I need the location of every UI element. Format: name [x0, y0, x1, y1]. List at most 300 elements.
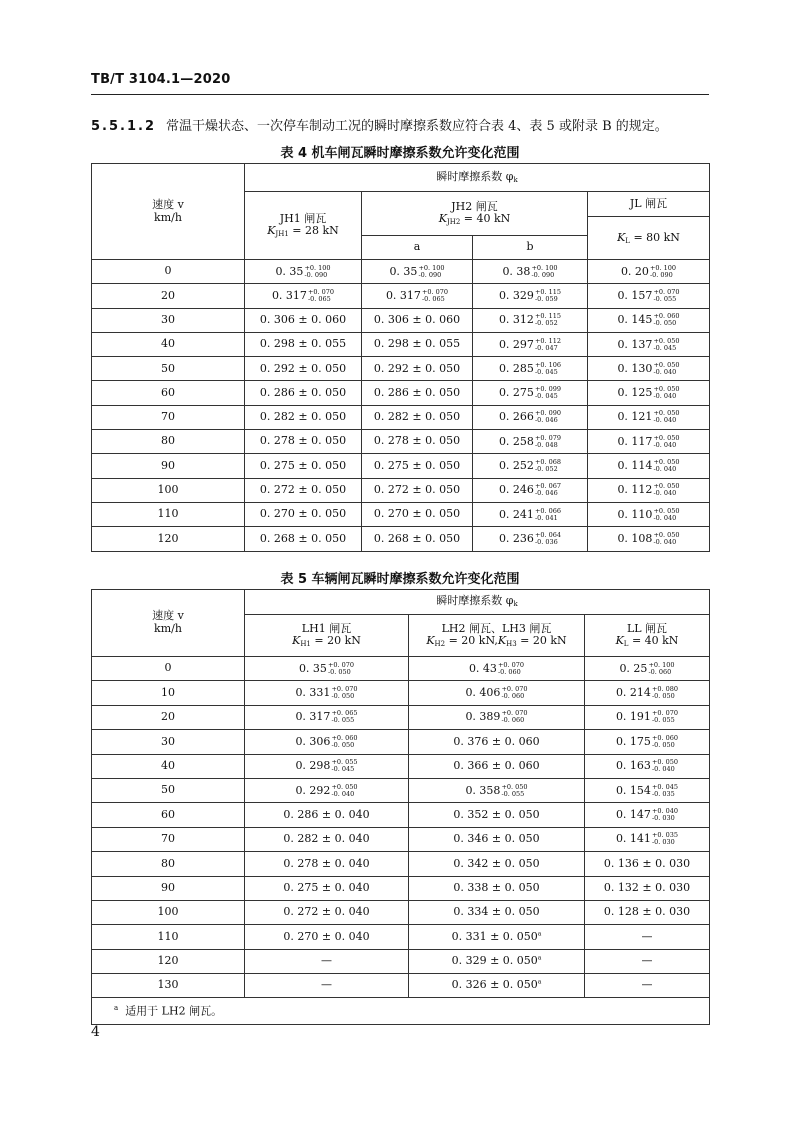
tolerance-upper: +0. 064 [534, 530, 562, 539]
tolerance-upper: +0. 080 [651, 685, 679, 694]
tolerance [652, 686, 678, 700]
cell-value: 0. 282 ± 0. 040 [283, 832, 370, 846]
tolerance [331, 710, 357, 724]
cell-value: 0. 298 [295, 759, 331, 773]
cell-value: 0. 38 [502, 264, 531, 278]
coef-cell [245, 527, 362, 551]
tolerance [650, 265, 676, 279]
table4-jh2-a-header: a [362, 236, 473, 260]
cell-value: 0. 298 ± 0. 055 [373, 337, 461, 351]
coef-cell [585, 949, 710, 973]
tolerance-lower: -0. 065 [307, 294, 331, 303]
coef-cell [362, 332, 473, 356]
cell-value: 0. 282 ± 0. 050 [373, 410, 461, 424]
cell-value: 0. 132 ± 0. 030 [603, 880, 691, 894]
coef-cell [473, 502, 588, 526]
tolerance-lower: -0. 050 [331, 692, 355, 701]
cell-value: 0. 292 ± 0. 050 [373, 361, 461, 375]
coef-cell [585, 900, 710, 924]
tolerance [652, 735, 678, 749]
coef-cell [409, 949, 585, 973]
table4-speed-header: 速度 v km/h [92, 164, 245, 260]
coef-cell [362, 478, 473, 502]
cell-value: 0. 175 [615, 734, 651, 748]
cell-value: 0. 112 [617, 483, 653, 497]
tolerance-lower: -0. 030 [651, 814, 675, 823]
cell-value: 0. 331 [295, 686, 331, 700]
cell-value: 0. 136 ± 0. 030 [603, 856, 691, 870]
cell-value: 0. 286 ± 0. 050 [373, 385, 461, 399]
speed-cell: 100 [92, 478, 245, 502]
table-row [92, 876, 710, 900]
cell-value: 0. 121 [617, 410, 653, 424]
tolerance-upper: +0. 050 [653, 530, 680, 539]
tolerance-upper: +0. 050 [653, 385, 680, 394]
cell-value: 0. 108 [617, 531, 653, 545]
coef-cell [585, 657, 710, 681]
table5-lh1-header: LH1 闸瓦 $K_{H1} = 20$ kN [245, 615, 409, 657]
tolerance [653, 289, 679, 303]
coef-cell [245, 876, 409, 900]
tolerance [535, 459, 561, 473]
coef-cell [245, 405, 362, 429]
tolerance [328, 662, 354, 676]
tolerance-upper: +0. 050 [653, 482, 680, 491]
coef-cell [245, 284, 362, 308]
table4 [91, 163, 710, 552]
table-row [92, 778, 710, 802]
cell-value: 0. 191 [615, 710, 651, 724]
tolerance-lower: -0. 040 [653, 513, 677, 522]
cell-value: 0. 272 ± 0. 050 [259, 483, 347, 496]
coef-cell [473, 381, 588, 405]
tolerance-upper: +0. 100 [648, 660, 675, 669]
tolerance-upper: +0. 066 [534, 506, 562, 515]
tolerance [308, 289, 334, 303]
table-row [92, 803, 710, 827]
table-row [92, 454, 710, 478]
coef-cell [245, 754, 409, 778]
tolerance-upper: +0. 070 [307, 287, 335, 296]
coef-cell [245, 430, 362, 454]
tolerance [653, 532, 679, 546]
cell-value: 0. 25 [619, 661, 648, 675]
cell-value: 0. 236 [498, 531, 534, 545]
tolerance-upper: +0. 115 [534, 287, 562, 296]
tolerance-lower: -0. 090 [304, 270, 328, 279]
coef-cell [362, 527, 473, 551]
coef-cell [588, 430, 710, 454]
coef-cell [473, 527, 588, 551]
tolerance-upper: +0. 050 [653, 506, 680, 515]
tolerance-lower: -0. 060 [648, 667, 672, 676]
tolerance-lower: -0. 090 [531, 270, 555, 279]
cell-value: 0. 297 [498, 337, 534, 351]
speed-cell: 110 [92, 925, 245, 949]
coef-cell [245, 454, 362, 478]
tolerance-upper: +0. 070 [331, 685, 358, 694]
tolerance-lower: -0. 045 [653, 343, 677, 352]
speed-cell: 80 [92, 430, 245, 454]
coef-cell [473, 478, 588, 502]
coef-cell [245, 949, 409, 973]
standard-id: TB/T 3104.1—2020 [91, 72, 231, 87]
tolerance-lower: -0. 050 [327, 667, 351, 676]
footnote-ref: a [537, 978, 542, 986]
cell-value: 0. 20 [620, 264, 649, 278]
table-row [92, 430, 710, 454]
tolerance-lower: -0. 055 [501, 789, 525, 798]
tolerance [648, 662, 674, 676]
tolerance-lower: -0. 030 [651, 838, 675, 847]
tolerance-lower: -0. 040 [653, 392, 677, 401]
tolerance-lower: -0. 040 [653, 416, 677, 425]
cell-value: 0. 43 [468, 661, 497, 675]
coef-cell [585, 705, 710, 729]
coef-cell [473, 454, 588, 478]
tolerance-upper: +0. 100 [304, 263, 331, 272]
cell-value: 0. 145 [617, 313, 653, 327]
table-row [92, 754, 710, 778]
table-row [92, 705, 710, 729]
tolerance-lower: -0. 052 [534, 319, 558, 328]
cell-value: — [641, 929, 653, 943]
cell-value: 0. 406 [465, 686, 501, 700]
tolerance-upper: +0. 050 [653, 458, 680, 467]
cell-value: 0. 35 [298, 661, 327, 675]
tolerance [535, 362, 561, 376]
tolerance-upper: +0. 065 [331, 709, 358, 718]
tolerance-lower: -0. 040 [331, 789, 355, 798]
tolerance [418, 265, 444, 279]
coef-cell [585, 778, 710, 802]
coef-cell [588, 502, 710, 526]
cell-value: 0. 317 [295, 710, 331, 724]
tolerance-lower: -0. 050 [651, 740, 675, 749]
cell-value: — [641, 954, 653, 968]
tolerance-upper: +0. 070 [653, 287, 680, 296]
tolerance [535, 483, 561, 497]
coef-cell [409, 681, 585, 705]
coef-cell [585, 681, 710, 705]
tolerance [653, 386, 679, 400]
coef-cell [588, 332, 710, 356]
coef-cell [473, 308, 588, 332]
tolerance-lower: -0. 045 [534, 392, 558, 401]
tolerance [304, 265, 330, 279]
coef-cell [245, 974, 409, 998]
coef-cell [409, 974, 585, 998]
coef-cell [245, 478, 362, 502]
tolerance-lower: -0. 045 [534, 367, 558, 376]
tolerance [422, 289, 448, 303]
tolerance-lower: -0. 065 [421, 294, 445, 303]
tolerance-upper: +0. 070 [497, 660, 525, 669]
cell-value: 0. 275 [498, 386, 534, 400]
table-row [92, 900, 710, 924]
coef-cell [409, 803, 585, 827]
tolerance-upper: +0. 100 [649, 263, 677, 272]
cell-value: 0. 286 ± 0. 050 [259, 385, 347, 399]
tolerance-upper: +0. 040 [651, 807, 679, 816]
cell-value: 0. 110 [617, 507, 653, 521]
clause-5-5-1-2 [91, 115, 668, 134]
coef-cell [409, 730, 585, 754]
cell-value: 0. 329 ± 0. 050 [451, 954, 538, 968]
coef-cell [409, 657, 585, 681]
cell-value: 0. 268 ± 0. 050 [373, 531, 461, 545]
coef-cell [245, 657, 409, 681]
tolerance [331, 759, 357, 773]
cell-value: 0. 358 [465, 783, 501, 797]
coef-cell [245, 705, 409, 729]
tolerance-upper: +0. 050 [653, 360, 680, 369]
tolerance-lower: -0. 035 [651, 789, 675, 798]
speed-cell: 10 [92, 681, 245, 705]
tolerance [535, 410, 561, 424]
tolerance-upper: +0. 060 [651, 733, 679, 742]
tolerance [652, 710, 678, 724]
table4-caption: 表 4 机车闸瓦瞬时摩擦系数允许变化范围 [280, 146, 520, 161]
tolerance-upper: +0. 068 [534, 458, 562, 467]
speed-cell: 60 [92, 381, 245, 405]
speed-cell: 30 [92, 308, 245, 332]
table-row [92, 925, 710, 949]
coef-cell [362, 381, 473, 405]
table4-jh1-header: JH1 闸瓦 $K_{JH1} = 28$ kN [245, 192, 362, 260]
coef-cell [245, 852, 409, 876]
tolerance-upper: +0. 070 [327, 660, 355, 669]
tolerance [535, 508, 561, 522]
tolerance-lower: -0. 052 [534, 465, 558, 474]
tolerance-lower: -0. 036 [534, 537, 558, 546]
table-row [92, 405, 710, 429]
coef-cell [362, 260, 473, 284]
tolerance-upper: +0. 050 [501, 782, 528, 791]
table-row [92, 681, 710, 705]
speed-cell: 20 [92, 705, 245, 729]
coef-cell [585, 925, 710, 949]
speed-cell: 120 [92, 527, 245, 551]
clause-text: 常温干燥状态、一次停车制动工况的瞬时摩擦系数应符合表 4、表 5 或附录 B 的规定。 [166, 119, 668, 134]
cell-value: — [321, 978, 332, 992]
tolerance [535, 435, 561, 449]
footnote-ref: a [537, 954, 542, 962]
coef-cell [409, 852, 585, 876]
tolerance-upper: +0. 100 [531, 263, 558, 272]
coef-cell [473, 357, 588, 381]
tolerance-lower: -0. 055 [331, 716, 355, 725]
cell-value: 0. 282 ± 0. 050 [259, 410, 347, 424]
cell-value: 0. 246 [498, 483, 534, 497]
coef-cell [588, 478, 710, 502]
cell-value: 0. 342 ± 0. 050 [453, 856, 540, 870]
tolerance [331, 784, 357, 798]
coef-cell [473, 284, 588, 308]
table4-jl-header: JL 闸瓦 $K_L = 80$ kN [588, 192, 710, 260]
speed-cell: 30 [92, 730, 245, 754]
speed-cell: 100 [92, 900, 245, 924]
table-row [92, 827, 710, 851]
tolerance [653, 410, 679, 424]
tolerance-upper: +0. 055 [331, 758, 358, 767]
tolerance-lower: -0. 040 [653, 465, 677, 474]
tolerance-lower: -0. 050 [331, 740, 355, 749]
cell-value: 0. 258 [498, 434, 534, 448]
footnote-ref: a [537, 930, 542, 938]
speed-cell: 120 [92, 949, 245, 973]
cell-value: 0. 272 ± 0. 050 [373, 483, 461, 496]
speed-cell: 60 [92, 803, 245, 827]
tolerance-lower: -0. 048 [534, 440, 558, 449]
cell-value: 0. 306 [295, 734, 331, 748]
table5-lh23-header: LH2 闸瓦、LH3 闸瓦 $K_{H2} = 20$ $kN,K_{H3} = 20$ kN [409, 615, 585, 657]
tolerance-lower: -0. 045 [331, 765, 355, 774]
speed-cell: 0 [92, 260, 245, 284]
cell-value: — [641, 978, 653, 992]
tolerance [535, 338, 561, 352]
tolerance [653, 362, 679, 376]
cell-value: 0. 157 [617, 288, 653, 302]
table5 [91, 589, 710, 1025]
coef-cell [362, 308, 473, 332]
cell-value: 0. 285 [498, 361, 534, 375]
table-row [92, 357, 710, 381]
table-row [92, 949, 710, 973]
tolerance-upper: +0. 045 [651, 782, 679, 791]
coef-cell [588, 454, 710, 478]
coef-cell [585, 730, 710, 754]
cell-value: 0. 266 [498, 410, 534, 424]
tolerance [535, 532, 561, 546]
tolerance-upper: +0. 070 [501, 709, 528, 718]
cell-value: 0. 306 ± 0. 060 [259, 312, 347, 326]
speed-cell: 40 [92, 332, 245, 356]
coef-cell [245, 900, 409, 924]
cell-value: 0. 286 ± 0. 040 [283, 807, 370, 821]
coef-cell [362, 405, 473, 429]
tolerance-upper: +0. 050 [653, 409, 680, 418]
cell-value: 0. 130 [617, 361, 653, 375]
tolerance-lower: -0. 090 [649, 270, 673, 279]
cell-value: 0. 292 [295, 783, 331, 797]
coef-cell [245, 332, 362, 356]
table-row [92, 852, 710, 876]
table-row [92, 284, 710, 308]
tolerance-lower: -0. 046 [534, 489, 558, 498]
coef-cell [588, 284, 710, 308]
tolerance [652, 784, 678, 798]
coef-cell [473, 260, 588, 284]
tolerance-lower: -0. 040 [653, 440, 677, 449]
cell-value: 0. 270 ± 0. 040 [283, 929, 370, 943]
tolerance-lower: -0. 047 [534, 343, 558, 352]
speed-cell: 20 [92, 284, 245, 308]
coef-cell [245, 681, 409, 705]
cell-value: 0. 141 [615, 832, 651, 846]
coef-cell [245, 778, 409, 802]
cell-value: 0. 128 ± 0. 030 [603, 905, 691, 919]
coef-cell [585, 852, 710, 876]
table-row [92, 332, 710, 356]
tolerance [652, 759, 678, 773]
tolerance-upper: +0. 035 [651, 831, 679, 840]
cell-value: 0. 241 [498, 507, 534, 521]
tolerance-lower: -0. 040 [653, 489, 677, 498]
speed-cell: 0 [92, 657, 245, 681]
tolerance-lower: -0. 050 [651, 692, 675, 701]
cell-value: 0. 366 ± 0. 060 [453, 758, 540, 772]
tolerance-lower: -0. 060 [501, 716, 525, 725]
coef-cell [245, 730, 409, 754]
coef-cell [245, 827, 409, 851]
coef-cell [362, 430, 473, 454]
coef-cell [588, 527, 710, 551]
cell-value: 0. 331 ± 0. 050 [451, 929, 538, 943]
table5-caption: 表 5 车辆闸瓦瞬时摩擦系数允许变化范围 [280, 572, 520, 587]
coef-cell [585, 754, 710, 778]
tolerance-upper: +0. 060 [331, 733, 358, 742]
tolerance-upper: +0. 079 [534, 433, 562, 442]
cell-value: 0. 317 [385, 288, 421, 302]
table5-group-header: 瞬时摩擦系数 $\varphi_k$ [245, 590, 710, 615]
speed-cell: 80 [92, 852, 245, 876]
tolerance-upper: +0. 106 [534, 360, 562, 369]
coef-cell [585, 974, 710, 998]
tolerance [331, 686, 357, 700]
speed-cell: 110 [92, 502, 245, 526]
coef-cell [245, 803, 409, 827]
speed-cell: 70 [92, 827, 245, 851]
cell-value: 0. 334 ± 0. 050 [453, 905, 540, 919]
coef-cell [245, 260, 362, 284]
coef-cell [362, 502, 473, 526]
coef-cell [585, 827, 710, 851]
table-row [92, 730, 710, 754]
coef-cell [588, 308, 710, 332]
tolerance-upper: +0. 115 [534, 312, 562, 321]
speed-cell: 90 [92, 454, 245, 478]
clause-number: 5.5.1.2 [91, 119, 156, 134]
tolerance-lower: -0. 055 [653, 294, 677, 303]
table-row [92, 478, 710, 502]
tolerance-upper: +0. 070 [651, 709, 679, 718]
tolerance [652, 808, 678, 822]
cell-value: 0. 376 ± 0. 060 [453, 734, 540, 748]
tolerance-upper: +0. 070 [501, 685, 528, 694]
coef-cell [409, 876, 585, 900]
table5-ll-header: LL 闸瓦 $K_L = 40$ kN [585, 615, 710, 657]
tolerance-upper: +0. 050 [651, 758, 679, 767]
cell-value: 0. 338 ± 0. 050 [453, 880, 540, 894]
cell-value: 0. 154 [615, 783, 651, 797]
cell-value: 0. 326 ± 0. 050 [451, 978, 538, 992]
tolerance [653, 313, 679, 327]
coef-cell [588, 357, 710, 381]
cell-value: 0. 35 [389, 264, 418, 278]
cell-value: 0. 389 [465, 710, 501, 724]
speed-cell: 50 [92, 357, 245, 381]
tolerance-upper: +0. 099 [534, 385, 562, 394]
cell-value: 0. 252 [498, 459, 534, 473]
cell-value: 0. 272 ± 0. 040 [283, 905, 370, 919]
coef-cell [473, 332, 588, 356]
cell-value: 0. 35 [275, 264, 304, 278]
cell-value: 0. 214 [615, 686, 651, 700]
cell-value: 0. 275 ± 0. 050 [259, 458, 347, 472]
table-row [92, 308, 710, 332]
cell-value: 0. 275 ± 0. 040 [283, 880, 370, 894]
